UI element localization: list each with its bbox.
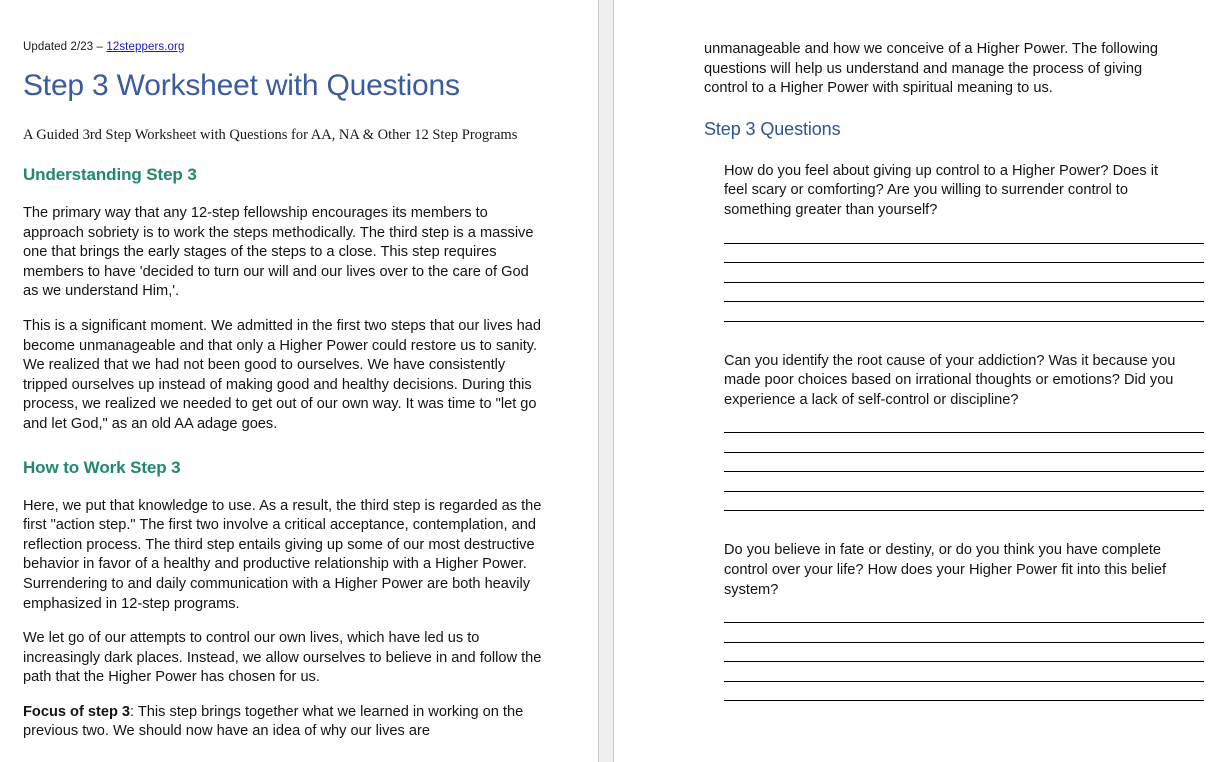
question-block: [704, 352, 1184, 512]
document-subtitle: A Guided 3rd Step Worksheet with Questions for AA, NA & Other 12 Step Programs: [23, 127, 518, 143]
paragraph-howto-2: We let go of our attempts to control our own lives, which have led us to increasingly dark places. Instead, we allow ourselves to believe in and follow the path that the Higher Power has chosen for us.: [23, 630, 542, 686]
answer-line[interactable]: [724, 262, 1204, 263]
answer-line[interactable]: [724, 471, 1204, 472]
answer-line[interactable]: [724, 243, 1204, 244]
question-spacer: [704, 523, 1184, 541]
source-link[interactable]: 12steppers.org: [106, 41, 185, 53]
question-text: Can you identify the root cause of your addiction? Was it because you made poor choices based on irrational thoughts or emotions? Did you experience a lack of self-control or discipline?: [724, 352, 1176, 408]
page-left: [0, 0, 598, 762]
answer-line[interactable]: [724, 282, 1204, 283]
paragraph-howto-1: Here, we put that knowledge to use. As a result, the third step is regarded as the first "action step." The first two involve a critical acceptance, contemplation, and reflection process. The third step entails giving up some of our most destructive behavior in favor of a healthy and productive relationship with a Higher Power. Surrendering to and daily communication with a Higher Power are both heavily emphasized in 12-step programs.: [23, 497, 542, 612]
paragraph-continuation: unmanageable and how we conceive of a Higher Power. The following questions will help us understand and manage the process of giving control to a Higher Power with spiritual meaning to us.: [704, 41, 1159, 97]
updated-label: Updated 2/23 –: [23, 41, 107, 53]
paragraph-understanding-1: The primary way that any 12-step fellowship encourages its members to approach sobriety is to work the steps methodically. The third step is a massive one that brings the early stages of the steps to a close. This step requires members to have 'decided to turn our will and our lives over to the care of God as we understand Him,'.: [23, 205, 534, 300]
page-right: [614, 0, 1213, 762]
focus-body: : This step brings together what we learned in working on the previous two. We should now have an idea of why our lives are: [23, 703, 524, 740]
question-text: Do you believe in fate or destiny, or do you think you have complete control over your life? How does your Higher Power fit into this belief system?: [724, 542, 1167, 598]
answer-line[interactable]: [724, 700, 1204, 701]
answer-line[interactable]: [724, 301, 1204, 302]
answer-line[interactable]: [724, 432, 1204, 433]
page-gutter-divider: [598, 0, 614, 762]
answer-line[interactable]: [724, 642, 1204, 643]
answer-line[interactable]: [724, 452, 1204, 453]
answer-lines: [724, 432, 1204, 511]
paragraph-understanding-2: This is a significant moment. We admitted in the first two steps that our lives had become unmanageable and that only a Higher Power could restore us to sanity. We realized that we had not been good to ourselves. We have consistently tripped ourselves up instead of making good and healthy decisions. During this process, we realized we needed to get out of our own way. It was time to "let go and let God," as an old AA adage goes.: [23, 317, 542, 432]
question-spacer: [704, 334, 1184, 352]
updated-meta-line: [23, 40, 543, 54]
answer-line[interactable]: [724, 491, 1204, 492]
answer-line[interactable]: [724, 681, 1204, 682]
answer-line[interactable]: [724, 661, 1204, 662]
question-block: [704, 541, 1184, 701]
answer-line[interactable]: [724, 510, 1204, 511]
section-heading-step-3-questions: Step 3 Questions: [704, 118, 841, 139]
question-block: [704, 162, 1184, 322]
section-heading-understanding-step-3: Understanding Step 3: [23, 165, 197, 184]
answer-lines: [724, 243, 1204, 322]
question-text: How do you feel about giving up control to a Higher Power? Does it feel scary or comforting? Are you willing to surrender control to something greater than yourself?: [724, 162, 1159, 218]
answer-line[interactable]: [724, 321, 1204, 322]
page-title: Step 3 Worksheet with Questions: [23, 69, 460, 102]
section-heading-how-to-work-step-3: How to Work Step 3: [23, 457, 181, 477]
focus-label: Focus of step 3: [23, 703, 131, 720]
paragraph-focus-of-step-3: [23, 703, 543, 742]
answer-line[interactable]: [724, 622, 1204, 623]
answer-lines: [724, 622, 1204, 701]
